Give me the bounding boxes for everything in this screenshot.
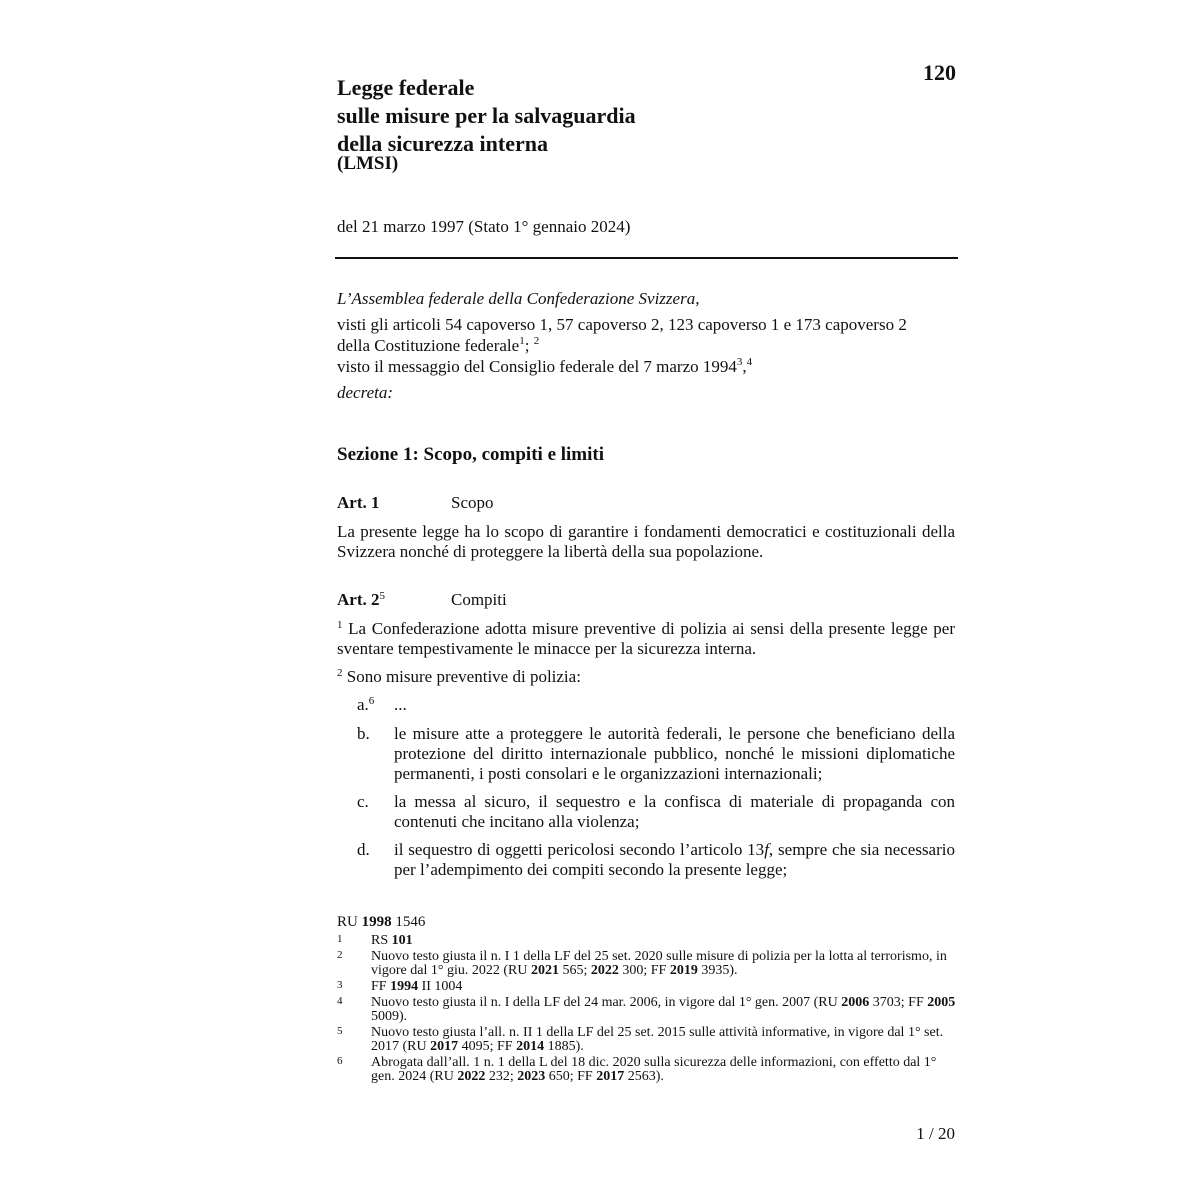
preamble-line: visti gli articoli 54 capoverso 1, 57 capoverso 2, 123 capoverso 1 e 173 capoverso 2 (337, 315, 907, 334)
list-item (357, 695, 955, 715)
footnote-ref[interactable]: 2 (533, 335, 540, 347)
preamble-issuer: L’Assemblea federale della Confederazione Svizzera, (337, 289, 700, 308)
preamble-text: visto il messaggio del Consiglio federale del 7 marzo 1994 (337, 357, 737, 376)
footnote-text-part: 4095; FF (458, 1039, 517, 1054)
footnote-text-part: Abrogata dall’all. 1 n. 1 della L del 18 dic. 2020 sulla sicurezza delle informazioni, con effetto dal 1° gen. 2024 (RU (371, 1055, 937, 1084)
list-text: le misure atte a proteggere le autorità federali, le persone che beneficiano della protezione del diritto internazionale pubblico, nonché le missioni diplomatiche permanenti, i posti consolari e le organizzazioni internazionali; (394, 724, 955, 783)
article-heading (337, 493, 494, 513)
footnote-text-part: 1885). (544, 1039, 584, 1054)
ru-reference (337, 914, 425, 931)
footnote-text-part: RS (371, 933, 392, 948)
footnote-text-part: 2005 (927, 995, 956, 1010)
footnote-text-part: 3703; FF (869, 995, 928, 1010)
article-paragraph: La presente legge ha lo scopo di garantire i fondamenti democratici e costituzionali della Svizzera nonché di proteggere la libertà della sua popolazione. (337, 522, 955, 561)
footnote-text-part: 565; (558, 963, 591, 978)
footnote (337, 1026, 957, 1054)
section-heading: Sezione 1: Scopo, compiti e limiti (337, 444, 605, 465)
list-label: b. (357, 724, 370, 743)
footnote-text-part: Nuovo testo giusta il n. I della LF del 24 mar. 2006, in vigore dal 1° gen. 2007 (RU (371, 995, 842, 1010)
footnote-text (371, 1056, 957, 1084)
footnote-ref[interactable]: 6 (368, 695, 375, 707)
list-item (357, 840, 955, 880)
footnote-text-part: Nuovo testo giusta il n. I 1 della LF del 25 set. 2020 sulle misure di polizia per la lotta al terrorismo, in vigore dal 1° giu. 2022 (RU (371, 949, 947, 978)
footnote-text-part: II 1004 (418, 979, 463, 994)
list-text (394, 840, 955, 880)
footnote-ref[interactable]: 4 (746, 356, 753, 368)
footnote (337, 950, 957, 978)
preamble-separator: , (742, 357, 747, 376)
document-date: del 21 marzo 1997 (Stato 1° gennaio 2024) (337, 217, 631, 236)
footnote-ref[interactable]: 3 (736, 356, 743, 368)
preamble-decree: decreta: (337, 383, 394, 402)
footnote-text-part: 2023 (517, 1069, 546, 1084)
footnote-text-part: 101 (391, 933, 413, 948)
footnote-text-part: 1994 (390, 979, 419, 994)
header-divider (335, 257, 958, 259)
list-label: d. (357, 840, 370, 859)
document-number: 120 (923, 60, 956, 85)
article-paragraph (337, 619, 955, 659)
footnote-ref[interactable]: 5 (379, 590, 385, 602)
footnote-text (371, 980, 957, 994)
list-text-italic: f (764, 840, 769, 859)
footnote-text-part: 2563). (624, 1069, 664, 1084)
article-number-text: Art. 2 (337, 590, 380, 609)
list-label (357, 695, 393, 715)
footnote-text-part: 2021 (530, 963, 559, 978)
footnote-text-part: 2017 (596, 1069, 625, 1084)
footnote (337, 934, 957, 948)
footnotes (337, 934, 957, 1086)
article-paragraph (337, 667, 955, 687)
footnote-number: 1 (337, 933, 343, 945)
footnote-text-part: 2014 (516, 1039, 545, 1054)
list-item (357, 724, 955, 784)
footnote-text (371, 934, 957, 948)
article-title: Scopo (451, 493, 494, 512)
ru-prefix: RU (337, 914, 362, 930)
footnote (337, 980, 957, 994)
ru-page: 1546 (391, 914, 426, 930)
footnote-ref[interactable]: 1 (519, 335, 525, 347)
title-line: della sicurezza interna (337, 131, 548, 156)
footnote-number: 4 (337, 995, 343, 1007)
document-title (337, 74, 636, 158)
footnote-text-part: Nuovo testo giusta l’all. n. II 1 della LF del 25 set. 2015 sulle attività informative, in vigore dal 1° set. 2017 (RU (371, 1025, 944, 1054)
article-number: Art. 1 (337, 493, 380, 512)
list-label: c. (357, 792, 369, 811)
footnote-text-part: 650; FF (545, 1069, 597, 1084)
ru-year: 1998 (361, 914, 392, 930)
list-label-text: a. (357, 695, 369, 714)
footnote-text-part: 2022 (590, 963, 619, 978)
footnote-text-part: 3935). (697, 963, 738, 978)
footnote-text-part: 2017 (430, 1039, 459, 1054)
list-text: ... (394, 695, 407, 714)
footnote-text (371, 950, 957, 978)
footnote-number: 5 (337, 1025, 343, 1037)
footnote-number: 3 (337, 979, 343, 991)
preamble-separator: ; (524, 336, 534, 355)
paragraph-text: La Confederazione adotta misure preventive di polizia ai sensi della presente legge per sventare tempestivamente le minacce per la sicurezza interna. (337, 619, 955, 658)
footnote (337, 996, 957, 1024)
list-item (357, 792, 955, 832)
footnote-text-part: FF (371, 979, 391, 994)
list-text: la messa al sicuro, il sequestro e la confisca di materiale di propaganda con contenuti che incitano alla violenza; (394, 792, 955, 831)
paragraph-number: 1 (337, 619, 343, 631)
footnote (337, 1056, 957, 1084)
paragraph-number: 2 (337, 667, 343, 679)
list-text-part: , sempre che sia necessario per l’adempimento dei compiti secondo la presente legge; (394, 840, 955, 879)
preamble-text: della Costituzione federale (337, 336, 520, 355)
footnote-text (371, 1026, 957, 1054)
preamble-line (337, 335, 957, 356)
page-indicator: 1 / 20 (916, 1124, 955, 1143)
title-line: Legge federale (337, 75, 475, 100)
preamble (337, 288, 957, 403)
article-title: Compiti (451, 590, 507, 609)
paragraph-text: Sono misure preventive di polizia: (342, 667, 581, 686)
preamble-line (337, 356, 957, 377)
footnote-number: 6 (337, 1055, 343, 1067)
article-heading (337, 590, 507, 610)
footnote-text-part: 300; FF (618, 963, 670, 978)
footnote-text (371, 996, 957, 1024)
footnote-number: 2 (337, 949, 343, 961)
footnote-text-part: 232; (485, 1069, 518, 1084)
footnote-text-part: 2006 (841, 995, 870, 1010)
footnote-text-part: 2022 (457, 1069, 486, 1084)
list-text-part: il sequestro di oggetti pericolosi secondo l’articolo 13 (394, 840, 765, 859)
title-line: sulle misure per la salvaguardia (337, 103, 636, 128)
article-number (337, 590, 451, 610)
document-abbreviation: (LMSI) (337, 153, 399, 174)
footnote-text-part: 2019 (669, 963, 698, 978)
footnote-text-part: 5009). (371, 1009, 408, 1024)
